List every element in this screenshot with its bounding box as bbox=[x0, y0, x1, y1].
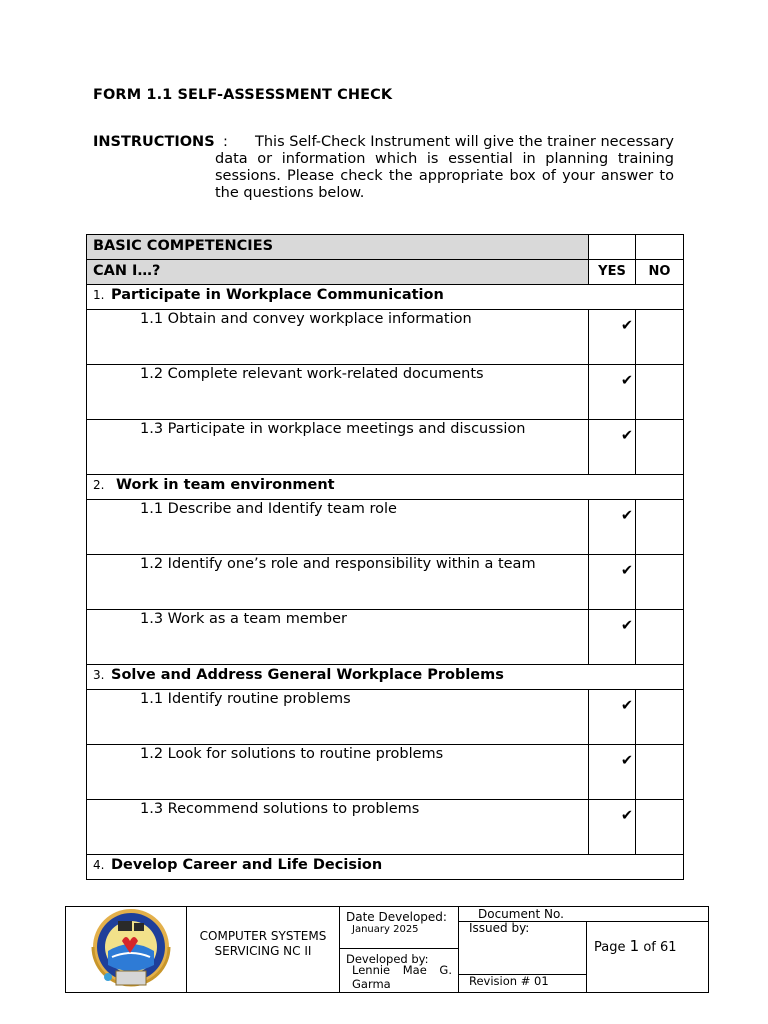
competency-item-row bbox=[87, 800, 684, 855]
section-number: 4. bbox=[93, 858, 105, 872]
page-total: of 61 bbox=[643, 940, 677, 955]
header-row bbox=[87, 235, 684, 260]
instructions-label: INSTRUCTIONS bbox=[93, 134, 215, 150]
no-checkbox-cell[interactable] bbox=[636, 420, 684, 475]
no-checkbox-cell[interactable] bbox=[636, 690, 684, 745]
competency-item-label: 1.1 Identify routine problems bbox=[87, 690, 589, 745]
no-checkbox-cell[interactable] bbox=[636, 500, 684, 555]
section-number: 2. bbox=[93, 478, 105, 492]
no-checkbox-cell[interactable] bbox=[636, 610, 684, 665]
section-number: 1. bbox=[93, 288, 105, 302]
competency-item-label: 1.2 Complete relevant work-related documents bbox=[87, 365, 589, 420]
check-mark-icon: ✔ bbox=[620, 618, 633, 634]
section-heading bbox=[87, 665, 684, 690]
course-name: COMPUTER SYSTEMS SERVICING NC II bbox=[199, 929, 327, 958]
check-mark-icon: ✔ bbox=[620, 508, 633, 524]
yes-column-header: YES bbox=[589, 260, 636, 285]
section-title: Participate in Workplace Communication bbox=[111, 287, 444, 303]
page-indicator bbox=[594, 938, 677, 956]
section-number: 3. bbox=[93, 668, 105, 682]
check-mark-icon: ✔ bbox=[620, 563, 633, 579]
no-checkbox-cell[interactable] bbox=[636, 365, 684, 420]
can-i-header: CAN I…? bbox=[87, 260, 589, 285]
competency-item-label: 1.3 Participate in workplace meetings and discussion bbox=[87, 420, 589, 475]
check-mark-icon: ✔ bbox=[620, 808, 633, 824]
competency-item-label: 1.1 Describe and Identify team role bbox=[87, 500, 589, 555]
yes-checkbox-cell[interactable] bbox=[589, 745, 636, 800]
competency-item-row bbox=[87, 365, 684, 420]
yes-checkbox-cell[interactable] bbox=[589, 610, 636, 665]
date-developed-value: January 2025 bbox=[352, 924, 419, 935]
yes-checkbox-cell[interactable] bbox=[589, 420, 636, 475]
yes-checkbox-cell[interactable] bbox=[589, 365, 636, 420]
check-mark-icon: ✔ bbox=[620, 318, 633, 334]
no-column-header: NO bbox=[636, 260, 684, 285]
section-row bbox=[87, 475, 684, 500]
no-checkbox-cell[interactable] bbox=[636, 800, 684, 855]
section-heading bbox=[87, 285, 684, 310]
basic-competencies-header: BASIC COMPETENCIES bbox=[87, 235, 589, 260]
document-footer bbox=[65, 906, 709, 993]
yes-checkbox-cell[interactable] bbox=[589, 310, 636, 365]
section-heading bbox=[87, 475, 684, 500]
section-row bbox=[87, 285, 684, 310]
instructions-colon: : bbox=[223, 134, 228, 150]
page-number: 1 bbox=[629, 937, 640, 955]
header-blank-yes bbox=[589, 235, 636, 260]
revision-number: Revision # 01 bbox=[469, 974, 549, 988]
self-assessment-table bbox=[86, 234, 684, 880]
competency-item-row bbox=[87, 420, 684, 475]
competency-item-label: 1.2 Look for solutions to routine problems bbox=[87, 745, 589, 800]
check-mark-icon: ✔ bbox=[620, 698, 633, 714]
header-blank-no bbox=[636, 235, 684, 260]
yes-checkbox-cell[interactable] bbox=[589, 800, 636, 855]
issued-by-label: Issued by: bbox=[469, 921, 530, 935]
competency-item-label: 1.3 Work as a team member bbox=[87, 610, 589, 665]
page-prefix: Page bbox=[594, 940, 626, 955]
developed-by-value: Lennie Mae G. Garma bbox=[352, 963, 452, 991]
competency-item-row bbox=[87, 500, 684, 555]
yes-checkbox-cell[interactable] bbox=[589, 555, 636, 610]
section-title: Work in team environment bbox=[111, 477, 335, 493]
no-checkbox-cell[interactable] bbox=[636, 745, 684, 800]
no-checkbox-cell[interactable] bbox=[636, 310, 684, 365]
form-title: FORM 1.1 SELF-ASSESSMENT CHECK bbox=[93, 87, 393, 103]
section-title: Solve and Address General Workplace Problems bbox=[111, 667, 504, 683]
section-heading bbox=[87, 855, 684, 880]
yes-checkbox-cell[interactable] bbox=[589, 690, 636, 745]
check-mark-icon: ✔ bbox=[620, 428, 633, 444]
no-checkbox-cell[interactable] bbox=[636, 555, 684, 610]
check-mark-icon: ✔ bbox=[620, 373, 633, 389]
competency-item-row bbox=[87, 555, 684, 610]
subheader-row bbox=[87, 260, 684, 285]
section-title: Develop Career and Life Decision bbox=[111, 857, 383, 873]
competency-item-row bbox=[87, 745, 684, 800]
competency-item-row bbox=[87, 310, 684, 365]
document-no-label: Document No. bbox=[478, 907, 564, 921]
school-seal-logo bbox=[88, 907, 174, 993]
competency-item-label: 1.1 Obtain and convey workplace information bbox=[87, 310, 589, 365]
yes-checkbox-cell[interactable] bbox=[589, 500, 636, 555]
competency-item-row bbox=[87, 690, 684, 745]
competency-item-label: 1.2 Identify one’s role and responsibility within a team bbox=[87, 555, 589, 610]
competency-item-row bbox=[87, 610, 684, 665]
check-mark-icon: ✔ bbox=[620, 753, 633, 769]
section-row bbox=[87, 855, 684, 880]
competency-item-label: 1.3 Recommend solutions to problems bbox=[87, 800, 589, 855]
instructions-text: This Self-Check Instrument will give the trainer necessary data or information which is essential in planning training sessions. Please check the appropriate box of your answer to the questions below. bbox=[215, 134, 674, 201]
date-developed-label: Date Developed: bbox=[346, 910, 447, 924]
section-row bbox=[87, 665, 684, 690]
developed-by-label: Developed by: bbox=[346, 952, 429, 966]
